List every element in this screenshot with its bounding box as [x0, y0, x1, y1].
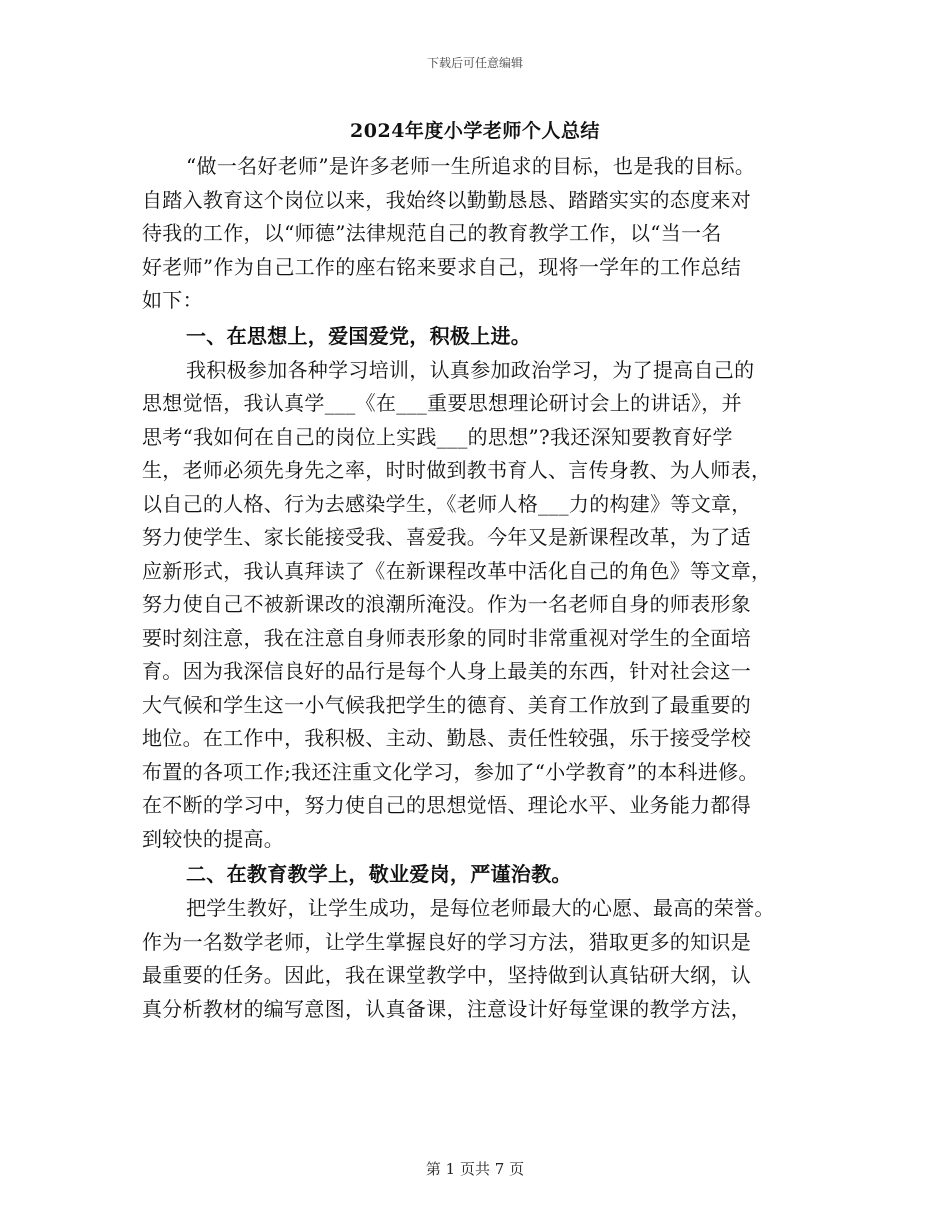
section-heading: 二、在教育教学上，敬业爱岗，严谨治教。 [186, 862, 572, 886]
text-line: 思考“我如何在自己的岗位上实践___的思想”?我还深知要教育好学 [142, 424, 733, 449]
text-line: 努力使学生、家长能接受我、喜爱我。今年又是新课程改革，为了适 [142, 525, 751, 549]
text-line: 把学生教好，让学生成功，是每位老师最大的心愿、最高的荣誉。 [186, 896, 775, 920]
text-line: 应新形式，我认真拜读了《在新课程改革中活化自己的角色》等文章， [142, 558, 772, 583]
document-title: 2024年度小学老师个人总结 [350, 120, 600, 142]
text-line: 好老师”作为自己工作的座右铭来要求自己，现将一学年的工作总结 [142, 254, 742, 279]
text-line: 思想觉悟，我认真学___《在___重要思想理论研讨会上的讲话》，并 [142, 391, 742, 415]
text-line: 地位。在工作中，我积极、主动、勤恳、责任性较强，乐于接受学校 [142, 726, 751, 750]
text-line: 育。因为我深信良好的品行是每个人身上最美的东西，针对社会这一 [142, 659, 751, 683]
text-line: 作为一名数学老师，让学生掌握良好的学习方法，猎取更多的知识是 [142, 929, 751, 954]
text-line: “做一名好老师”是许多老师一生所追求的目标，也是我的目标。 [186, 154, 756, 178]
text-line: 以自己的人格、行为去感染学生，《老师人格___力的构建》等文章， [142, 491, 752, 516]
text-line: 在不断的学习中，努力使自己的思想觉悟、理论水平、业务能力都得 [142, 793, 751, 817]
section-heading: 一、在思想上，爱国爱党，积极上进。 [186, 323, 532, 348]
text-line: 要时刻注意，我在注意自身师表形象的同时非常重视对学生的全面培 [142, 625, 751, 650]
text-line: 最重要的任务。因此，我在课堂教学中，坚持做到认真钻研大纲，认 [142, 963, 751, 987]
text-line: 自踏入教育这个岗位以来，我始终以勤勤恳恳、踏踏实实的态度来对 [142, 187, 751, 212]
text-line: 努力使自己不被新课改的浪潮所淹没。作为一名老师自身的师表形象 [142, 592, 751, 616]
text-line: 到较快的提高。 [142, 826, 285, 851]
page-footer: 第 1 页共 7 页 [425, 1160, 525, 1178]
text-line: 待我的工作，以“师德”法律规范自己的教育教学工作，以“当一名 [142, 221, 722, 245]
document-body [142, 150, 812, 1026]
text-line: 生，老师必须先身先之率，时时做到教书育人、言传身教、为人师表， [142, 458, 772, 482]
text-line: 真分析教材的编写意图，认真备课，注意设计好每堂课的教学方法， [142, 996, 751, 1021]
header-note: 下载后可任意编辑 [426, 56, 523, 70]
text-line: 大气候和学生这一小气候我把学生的德育、美育工作放到了最重要的 [142, 692, 751, 717]
text-line: 我积极参加各种学习培训，认真参加政治学习，为了提高自己的 [186, 357, 755, 382]
text-line: 如下： [142, 288, 203, 312]
text-line: 布置的各项工作;我还注重文化学习，参加了“小学教育”的本科进修。 [142, 759, 759, 784]
